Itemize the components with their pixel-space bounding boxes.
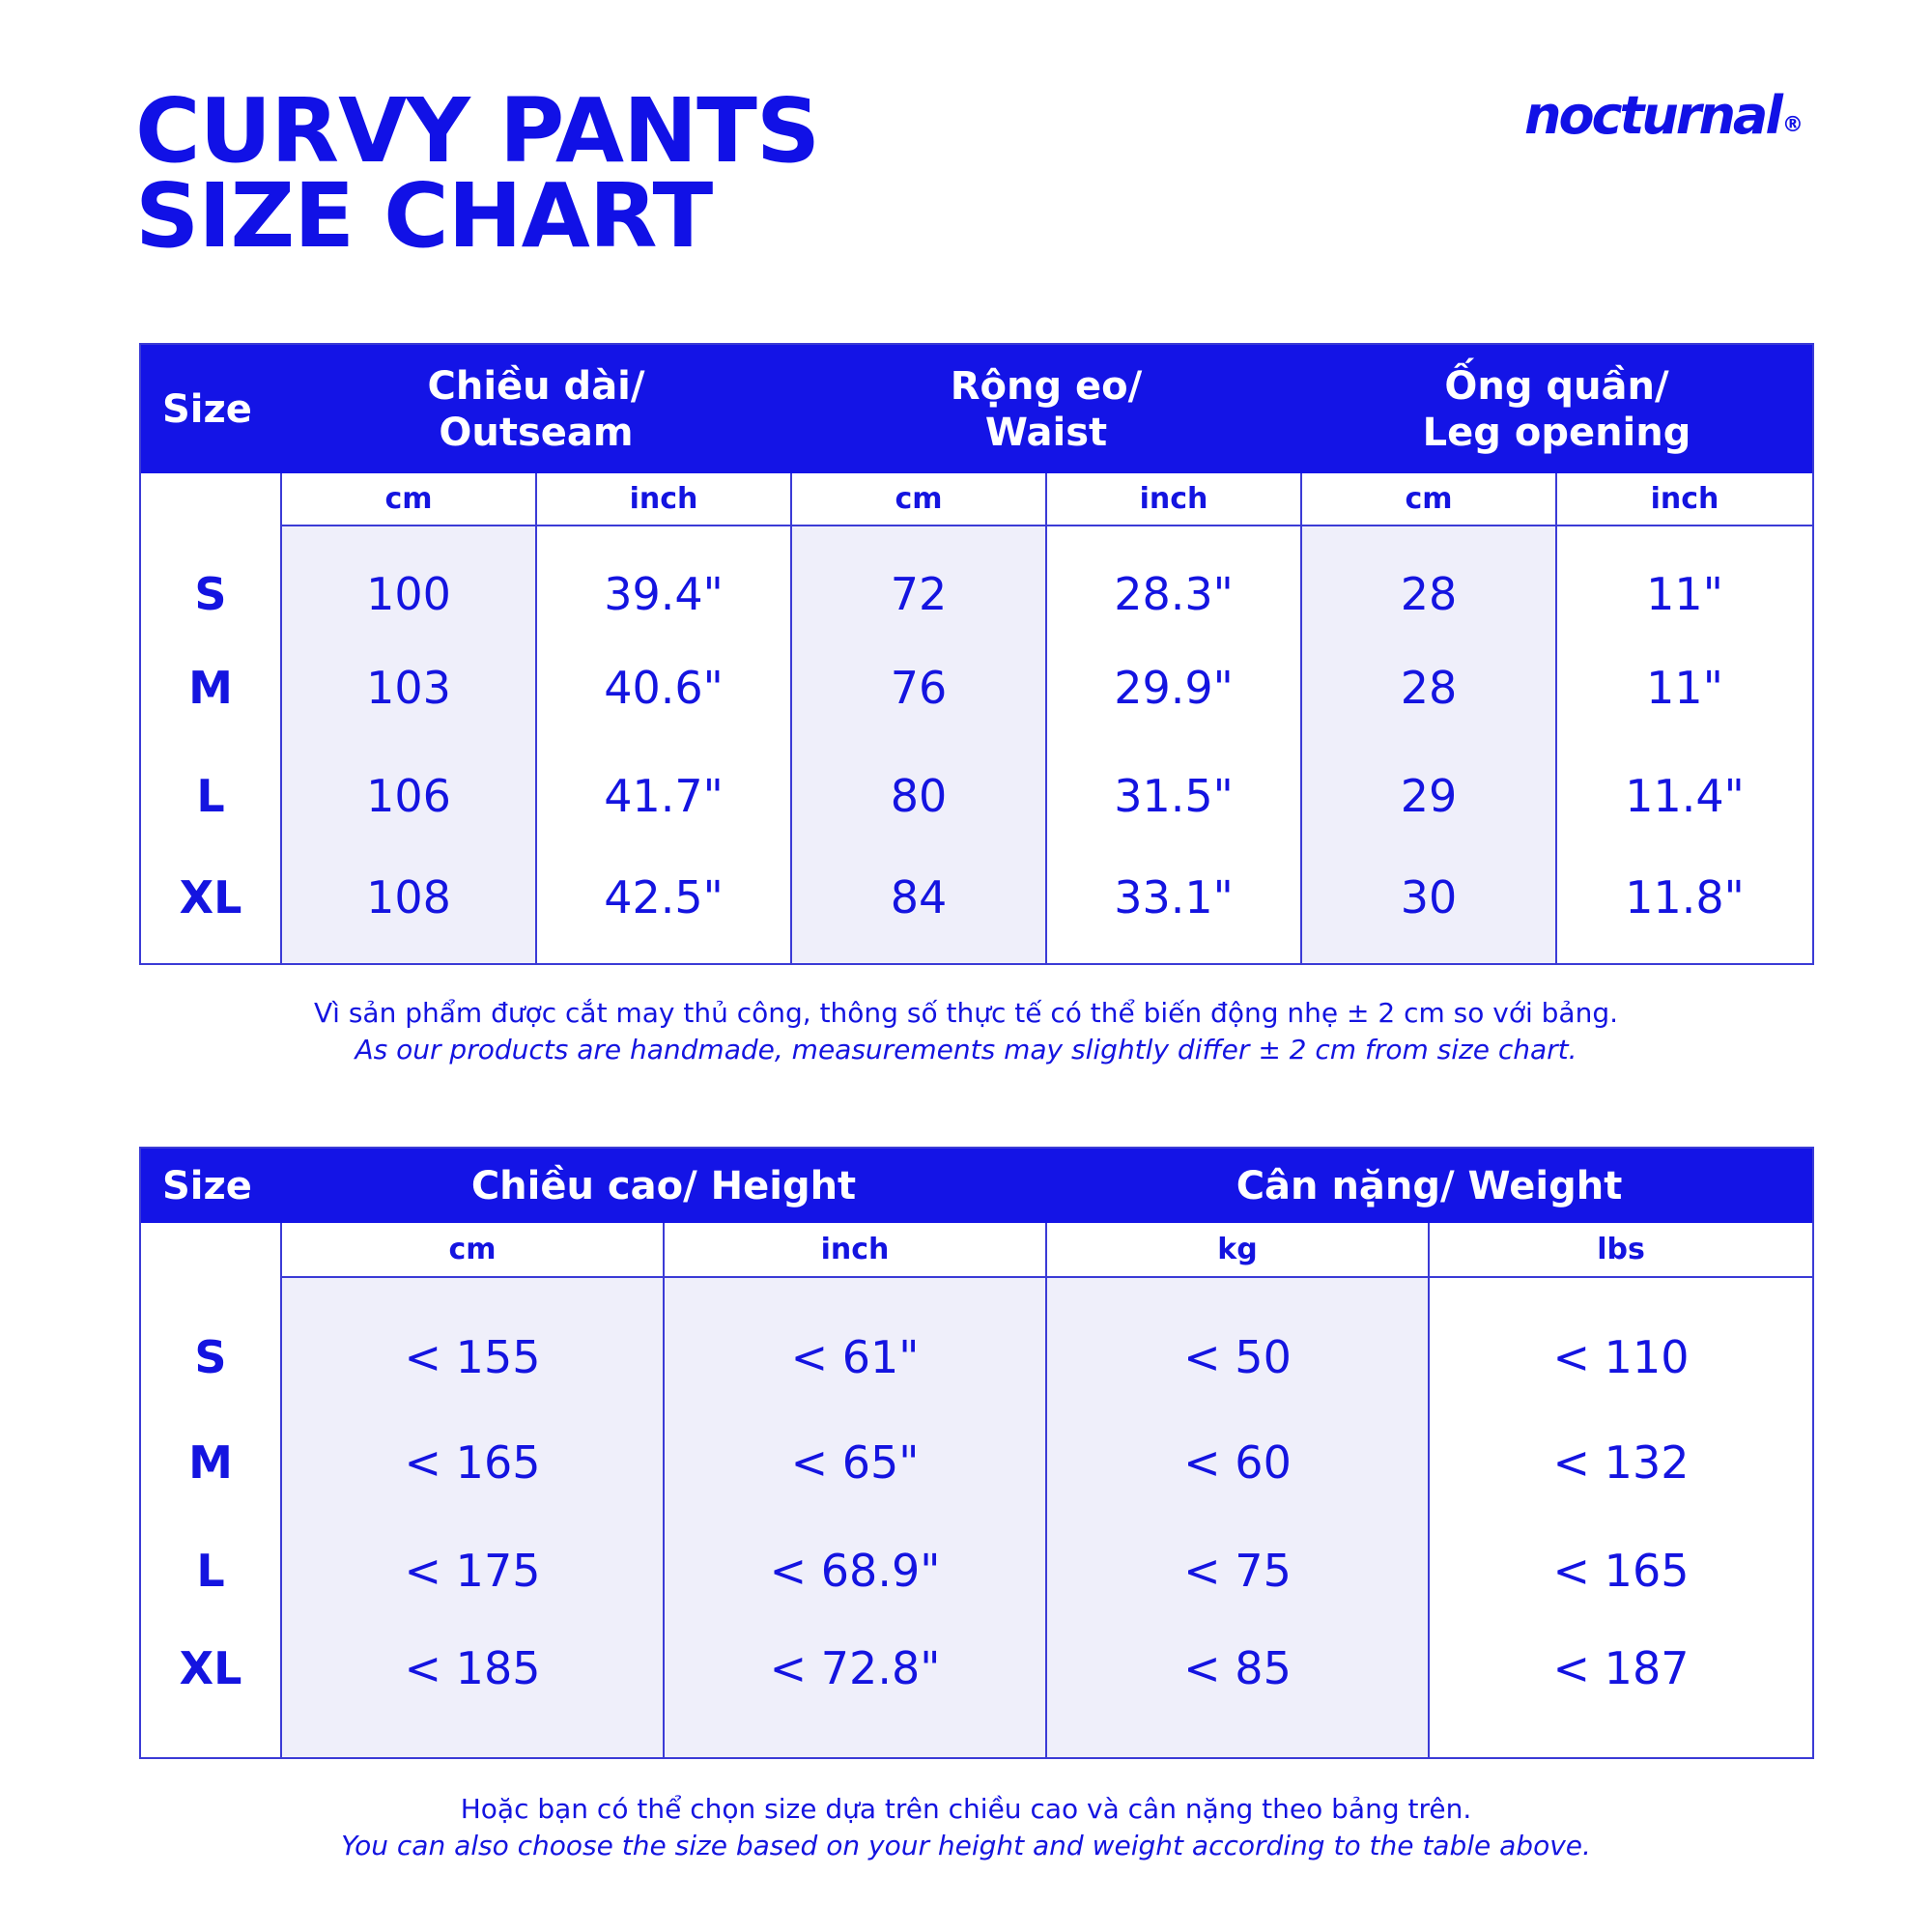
waist-inch: 33.1" [1046, 850, 1301, 964]
size-header: Size [140, 344, 281, 473]
leg-inch: 11" [1556, 634, 1813, 742]
size-label: L [196, 1545, 225, 1597]
outseam-inch: 42.5" [536, 850, 791, 964]
height-inch: < 68.9" [664, 1517, 1046, 1625]
height-cm: < 175 [281, 1517, 664, 1625]
waist-inch: 31.5" [1046, 742, 1301, 850]
weight-kg: < 60 [1046, 1408, 1429, 1517]
height-cm: < 185 [281, 1625, 664, 1758]
table-row [140, 634, 1813, 742]
unit-label: cm [281, 473, 536, 526]
unit-label: inch [536, 473, 791, 526]
leg-cm: 28 [1301, 634, 1556, 742]
unit-label: inch [664, 1223, 1046, 1277]
unit-row-spacer [140, 1223, 281, 1277]
unit-label: cm [1301, 473, 1556, 526]
outseam-header [281, 344, 791, 473]
size-header: Size [140, 1148, 281, 1223]
size-guide-note [0, 1791, 1932, 1864]
registered-mark: ® [1781, 113, 1804, 137]
unit-row-spacer [140, 473, 281, 526]
measurements-table [139, 343, 1814, 965]
size-label: XL [179, 871, 242, 923]
brand-name: nocturnal [1524, 85, 1780, 146]
outseam-cm: 100 [281, 526, 536, 634]
outseam-inch: 39.4" [536, 526, 791, 634]
leg-inch: 11.4" [1556, 742, 1813, 850]
weight-kg: < 75 [1046, 1517, 1429, 1625]
table-row [140, 850, 1813, 964]
height-inch: < 65" [664, 1408, 1046, 1517]
size-label: S [194, 1331, 227, 1383]
size-label: XL [179, 1642, 242, 1694]
leg-opening-header [1301, 344, 1813, 473]
waist-inch: 29.9" [1046, 634, 1301, 742]
leg-inch: 11.8" [1556, 850, 1813, 964]
outseam-cm: 106 [281, 742, 536, 850]
unit-label: inch [1556, 473, 1813, 526]
height-weight-table [139, 1147, 1814, 1759]
table-row [140, 526, 1813, 634]
outseam-cm: 103 [281, 634, 536, 742]
leg-cm: 28 [1301, 526, 1556, 634]
waist-header-en: Waist [984, 410, 1108, 455]
table-row [140, 742, 1813, 850]
outseam-header-vi: Chiều dài/ [427, 363, 645, 409]
size-label: L [196, 770, 225, 822]
unit-label: inch [1046, 473, 1301, 526]
unit-label: kg [1046, 1223, 1429, 1277]
brand-logo [1524, 85, 1804, 146]
outseam-inch: 41.7" [536, 742, 791, 850]
unit-label: lbs [1429, 1223, 1813, 1277]
header-row [140, 344, 1813, 473]
waist-cm: 84 [791, 850, 1046, 964]
unit-label: cm [791, 473, 1046, 526]
height-cm: < 165 [281, 1408, 664, 1517]
height-header: Chiều cao/ Height [281, 1148, 1046, 1223]
leg-cm: 29 [1301, 742, 1556, 850]
waist-cm: 80 [791, 742, 1046, 850]
weight-lbs: < 132 [1429, 1408, 1813, 1517]
leg-opening-header-en: Leg opening [1422, 410, 1691, 455]
table-row [140, 1277, 1813, 1408]
size-label: M [188, 1436, 233, 1489]
outseam-header-en: Outseam [439, 410, 634, 455]
weight-lbs: < 187 [1429, 1625, 1813, 1758]
outseam-cm: 108 [281, 850, 536, 964]
title-line-2: SIZE CHART [135, 164, 713, 268]
table-row [140, 1625, 1813, 1758]
height-inch: < 61" [664, 1277, 1046, 1408]
tolerance-note [0, 995, 1932, 1068]
height-cm: < 155 [281, 1277, 664, 1408]
weight-lbs: < 110 [1429, 1277, 1813, 1408]
weight-kg: < 85 [1046, 1625, 1429, 1758]
waist-header [791, 344, 1301, 473]
height-inch: < 72.8" [664, 1625, 1046, 1758]
weight-header: Cân nặng/ Weight [1046, 1148, 1813, 1223]
tolerance-note-en: As our products are handmade, measurements may slightly differ ± 2 cm from size chart. [355, 1034, 1577, 1065]
size-guide-note-en: You can also choose the size based on your height and weight according to the table above. [341, 1830, 1591, 1861]
waist-cm: 72 [791, 526, 1046, 634]
leg-cm: 30 [1301, 850, 1556, 964]
outseam-inch: 40.6" [536, 634, 791, 742]
weight-lbs: < 165 [1429, 1517, 1813, 1625]
unit-row [140, 473, 1813, 526]
leg-opening-header-vi: Ống quần/ [1444, 363, 1669, 409]
size-label: M [188, 662, 233, 714]
weight-kg: < 50 [1046, 1277, 1429, 1408]
unit-label: cm [281, 1223, 664, 1277]
waist-inch: 28.3" [1046, 526, 1301, 634]
waist-cm: 76 [791, 634, 1046, 742]
page-title [135, 79, 820, 268]
tolerance-note-vi: Vì sản phẩm được cắt may thủ công, thông số thực tế có thể biến động nhẹ ± 2 cm so với bảng. [314, 997, 1618, 1029]
unit-row [140, 1223, 1813, 1277]
size-label: S [194, 568, 227, 620]
table-row [140, 1408, 1813, 1517]
header-row [140, 1148, 1813, 1223]
leg-inch: 11" [1556, 526, 1813, 634]
waist-header-vi: Rộng eo/ [950, 363, 1143, 409]
size-guide-note-vi: Hoặc bạn có thể chọn size dựa trên chiều cao và cân nặng theo bảng trên. [460, 1793, 1472, 1825]
title-line-1: CURVY PANTS [135, 79, 820, 183]
table-row [140, 1517, 1813, 1625]
